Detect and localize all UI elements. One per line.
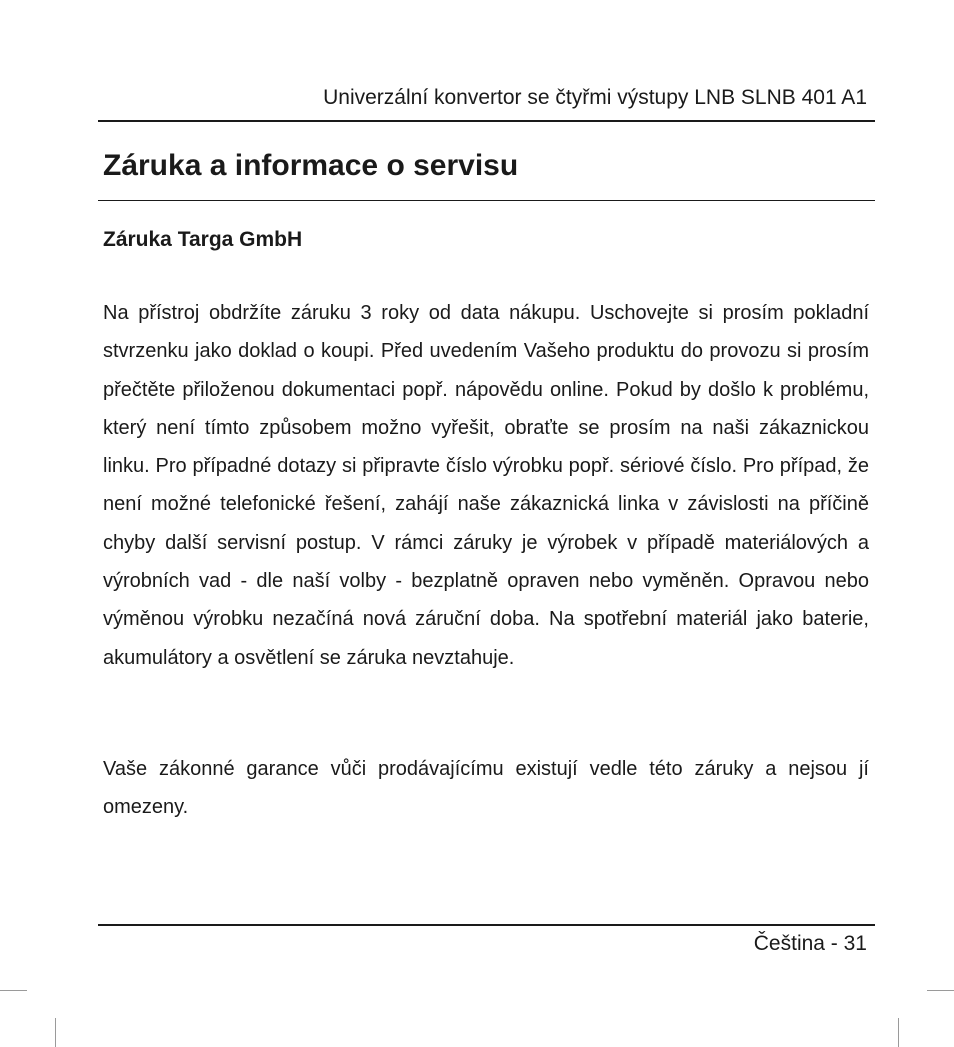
statutory-rights-paragraph: Vaše zákonné garance vůči prodávajícímu existují vedle této záruky a nejsou jí omezeny. [103,758,869,819]
footer-rule [98,924,875,926]
crop-mark-left-horizontal [0,990,27,991]
footer-language-page: Čeština - 31 [753,932,867,955]
section-subtitle: Záruka Targa GmbH [103,228,303,251]
crop-mark-right-vertical [898,1018,899,1047]
title-rule [98,200,875,201]
running-header: Univerzální konvertor se čtyřmi výstupy LNB SLNB 401 A1 [323,86,867,109]
crop-mark-left-vertical [55,1018,56,1047]
section-title: Záruka a informace o servisu [103,149,519,182]
crop-mark-right-horizontal [927,990,954,991]
header-rule [98,120,875,122]
warranty-paragraph: Na přístroj obdržíte záruku 3 roky od data nákupu. Uschovejte si prosím pokladní stvrzenku jako doklad o koupi. Před uvedením Vašeho produktu do provozu si prosím přečtěte přiloženou dokumentaci popř. nápovědu online. Pokud by došlo k problému, který není tímto způsobem možno vyřešit, obraťte se prosím na naši zákaznickou linku. Pro případné dotazy si připravte číslo výrobku popř. sériové číslo. Pro případ, že není možné telefonické řešení, zahájí naše zákaznická linka v závislosti na příčině chyby další servisní postup. V rámci záruky je výrobek v případě materiálových a výrobních vad - dle naší volby - bezplatně opraven nebo vyměněn. Opravou nebo výměnou výrobku nezačíná nová záruční doba. Na spotřební materiál jako baterie, akumulátory a osvětlení se záruka nevztahuje. [103,302,869,669]
